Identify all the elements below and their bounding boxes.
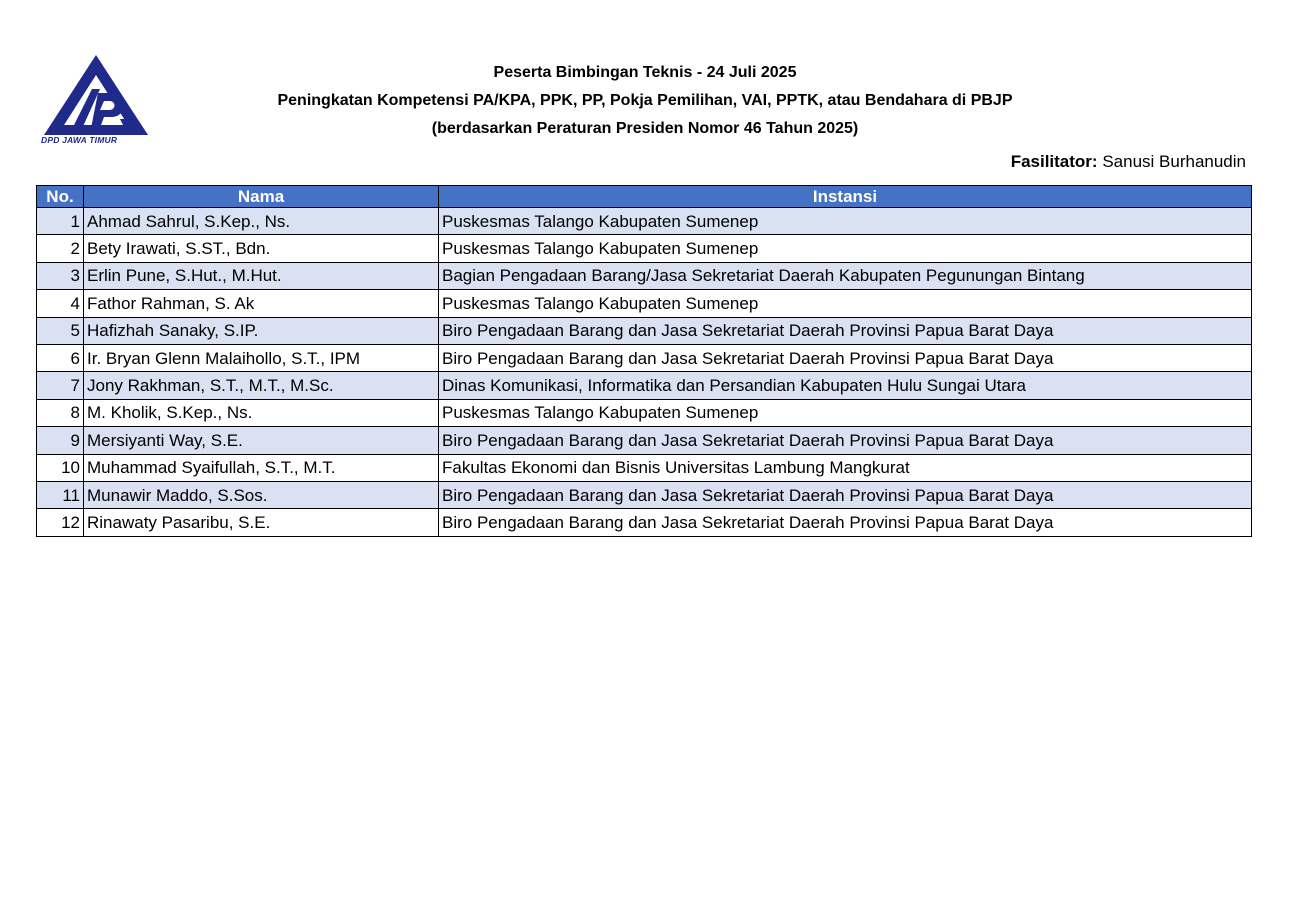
cell-instansi: Biro Pengadaan Barang dan Jasa Sekretariat Daerah Provinsi Papua Barat Daya: [439, 481, 1252, 508]
cell-no: 2: [37, 235, 84, 262]
cell-no: 3: [37, 262, 84, 289]
title-line-3: (berdasarkan Peraturan Presiden Nomor 46 Tahun 2025): [431, 120, 859, 137]
cell-no: 8: [37, 399, 84, 426]
table-row: [37, 235, 1252, 262]
cell-nama: Mersiyanti Way, S.E.: [84, 427, 439, 454]
cell-no: 7: [37, 372, 84, 399]
cell-instansi: Bagian Pengadaan Barang/Jasa Sekretariat Daerah Kabupaten Pegunungan Bintang: [439, 262, 1252, 289]
cell-nama: Muhammad Syaifullah, S.T., M.T.: [84, 454, 439, 481]
cell-no: 12: [37, 509, 84, 536]
table-row: [37, 344, 1252, 371]
table-row: [37, 481, 1252, 508]
table-row: [37, 427, 1252, 454]
cell-nama: Bety Irawati, S.ST., Bdn.: [84, 235, 439, 262]
cell-no: 5: [37, 317, 84, 344]
table-row: [37, 399, 1252, 426]
cell-nama: Ir. Bryan Glenn Malaihollo, S.T., IPM: [84, 344, 439, 371]
cell-nama: Jony Rakhman, S.T., M.T., M.Sc.: [84, 372, 439, 399]
cell-instansi: Biro Pengadaan Barang dan Jasa Sekretariat Daerah Provinsi Papua Barat Daya: [439, 317, 1252, 344]
cell-instansi: Biro Pengadaan Barang dan Jasa Sekretariat Daerah Provinsi Papua Barat Daya: [439, 509, 1252, 536]
cell-instansi: Puskesmas Talango Kabupaten Sumenep: [439, 399, 1252, 426]
table-row: [37, 372, 1252, 399]
cell-no: 1: [37, 208, 84, 235]
cell-nama: Erlin Pune, S.Hut., M.Hut.: [84, 262, 439, 289]
column-header-nama: Nama: [84, 186, 439, 208]
cell-nama: Fathor Rahman, S. Ak: [84, 290, 439, 317]
cell-nama: Rinawaty Pasaribu, S.E.: [84, 509, 439, 536]
cell-instansi: Puskesmas Talango Kabupaten Sumenep: [439, 290, 1252, 317]
cell-instansi: Fakultas Ekonomi dan Bisnis Universitas Lambung Mangkurat: [439, 454, 1252, 481]
title-line-1: Peserta Bimbingan Teknis - 24 Juli 2025: [493, 64, 797, 81]
title-line-2: Peningkatan Kompetensi PA/KPA, PPK, PP, Pokja Pemilihan, VAI, PPTK, atau Bendahara di PBJP: [277, 92, 1013, 109]
cell-instansi: Dinas Komunikasi, Informatika dan Persandian Kabupaten Hulu Sungai Utara: [439, 372, 1252, 399]
cell-nama: M. Kholik, S.Kep., Ns.: [84, 399, 439, 426]
facilitator-name: Sanusi Burhanudin: [1102, 152, 1246, 171]
cell-no: 6: [37, 344, 84, 371]
cell-no: 9: [37, 427, 84, 454]
cell-instansi: Puskesmas Talango Kabupaten Sumenep: [439, 235, 1252, 262]
document-title-block: [0, 59, 1290, 143]
table-row: [37, 208, 1252, 235]
cell-no: 4: [37, 290, 84, 317]
cell-no: 10: [37, 454, 84, 481]
table-row: [37, 290, 1252, 317]
table-header-row: [37, 186, 1252, 208]
cell-no: 11: [37, 481, 84, 508]
table-row: [37, 509, 1252, 536]
column-header-no: No.: [37, 186, 84, 208]
facilitator-label: Fasilitator:: [1010, 152, 1098, 171]
table-row: [37, 262, 1252, 289]
logo-caption: DPD JAWA TIMUR: [41, 135, 118, 145]
cell-nama: Ahmad Sahrul, S.Kep., Ns.: [84, 208, 439, 235]
cell-instansi: Puskesmas Talango Kabupaten Sumenep: [439, 208, 1252, 235]
cell-instansi: Biro Pengadaan Barang dan Jasa Sekretariat Daerah Provinsi Papua Barat Daya: [439, 427, 1252, 454]
cell-instansi: Biro Pengadaan Barang dan Jasa Sekretariat Daerah Provinsi Papua Barat Daya: [439, 344, 1252, 371]
table-row: [37, 317, 1252, 344]
cell-nama: Munawir Maddo, S.Sos.: [84, 481, 439, 508]
table-row: [37, 454, 1252, 481]
participants-table: [36, 185, 1252, 537]
column-header-instansi: Instansi: [439, 186, 1252, 208]
cell-nama: Hafizhah Sanaky, S.IP.: [84, 317, 439, 344]
facilitator: [1011, 152, 1246, 172]
